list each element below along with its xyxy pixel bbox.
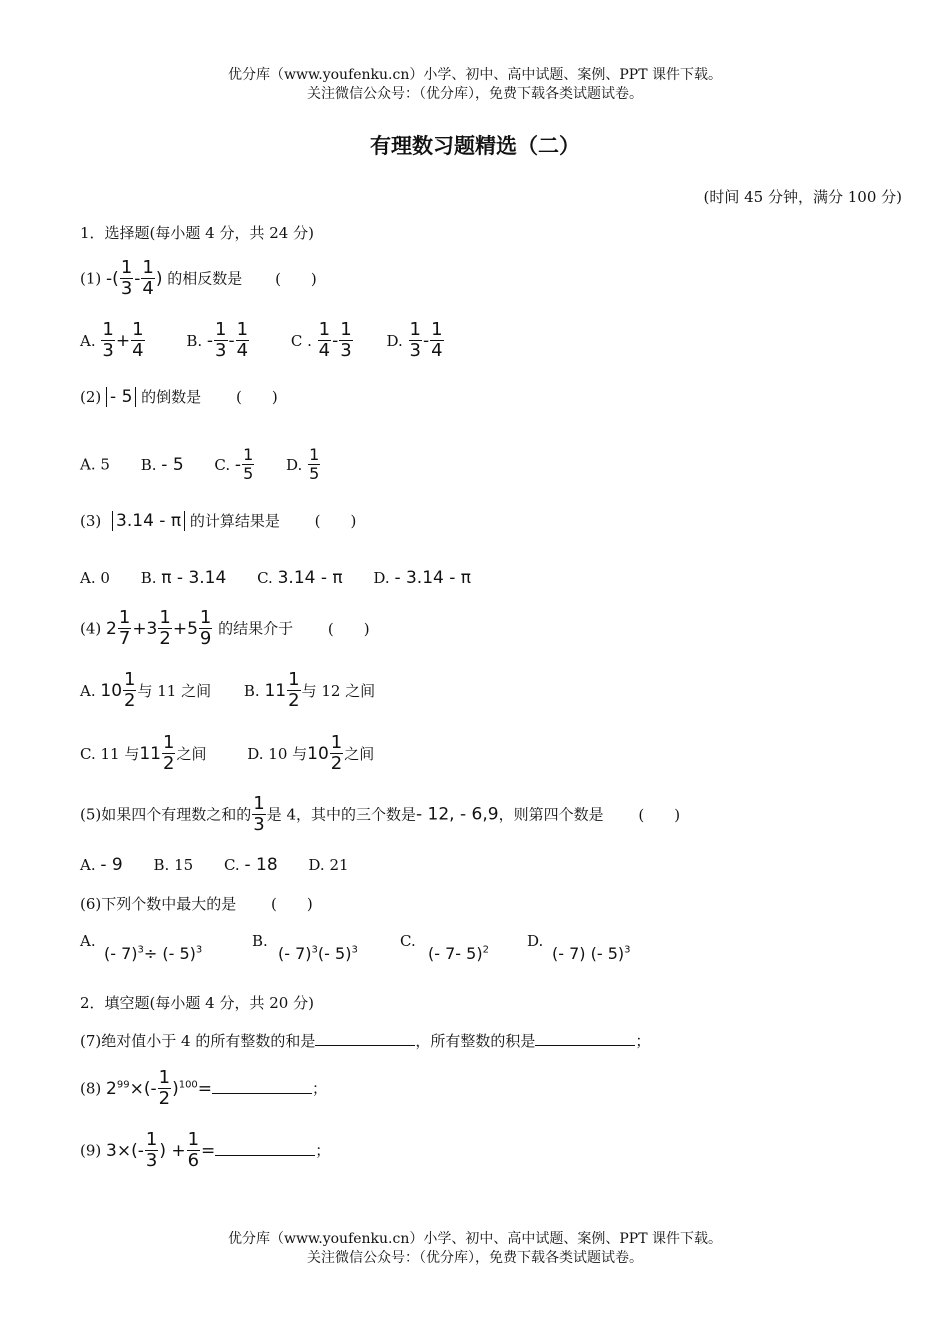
q3-options (80, 568, 471, 588)
q8-expression: $2^{99}\times(-$ $\frac{1}{2}$ )$^{100}$= (106, 1067, 213, 1109)
question-3: (3) 3.14 - π 的计算结果是 ( ) (80, 511, 357, 531)
q1-option-b: B. - $\frac{1}{3}$ - $\frac{1}{4}$ (186, 319, 249, 361)
q6-option-a-label: A. (80, 932, 96, 950)
q6-option-c: (- 7- 5)$^2$ (428, 944, 489, 963)
q3-option-a: A. 0 (80, 569, 110, 587)
q2-option-b: B. - 5 (140, 454, 184, 475)
q8-blank[interactable] (212, 1079, 312, 1094)
q4-option-d: D. 10 与10 $\frac{1}{2}$ 之间 (247, 732, 375, 774)
q3-abs-value: 3.14 - π (112, 511, 185, 531)
section-2-heading: 2．填空题(每小题 4 分，共 20 分) (80, 994, 314, 1012)
q5-option-d: D. 21 (308, 856, 349, 874)
question-4: (4) 2 $\frac{1}{7}$ +3 $\frac{1}{2}$ +5 $\frac{1}{9}$ 的结果介于 ( ) (80, 607, 370, 649)
q1-option-a: A. $\frac{1}{3}$ + $\frac{1}{4}$ (80, 319, 144, 361)
q4-expression: 2 $\frac{1}{7}$ +3 $\frac{1}{2}$ +5 $\frac{1}{9}$ (106, 607, 212, 649)
footer-line-2: 关注微信公众号：（优分库），免费下载各类试题试卷。 (307, 1250, 643, 1266)
q4-option-b: B. 11 $\frac{1}{2}$ 与 12 之间 (243, 669, 376, 711)
section-1-heading: 1．选择题(每小题 4 分，共 24 分) (80, 224, 314, 242)
question-2: (2) - 5 的倒数是 ( ) (80, 387, 278, 407)
header-line-2: 关注微信公众号：（优分库），免费下载各类试题试卷。 (307, 86, 643, 102)
question-7: (7)绝对值小于 4 的所有整数的和是 ，所有整数的积是 ； (80, 1032, 651, 1050)
q6-option-b: (- 7)$^3$(- 5)$^3$ (278, 944, 358, 963)
q4-option-a: A. 10 $\frac{1}{2}$ 与 11 之间 (80, 669, 212, 711)
q6-option-d-label: D. (527, 932, 544, 950)
q3-option-b: B. π - 3.14 (140, 568, 227, 588)
q6-option-c-label: C. (400, 932, 416, 950)
q5-option-c: C. - 18 (223, 855, 278, 875)
q1-suffix: 的相反数是 (167, 269, 243, 288)
q2-options (80, 446, 321, 483)
q1-expression: -( $\frac{1}{3}$ - $\frac{1}{4}$ ) (106, 257, 163, 299)
time-note: (时间 45 分钟，满分 100 分) (703, 188, 902, 206)
q7-blank-product[interactable] (535, 1031, 635, 1046)
q9-expression: 3×(- $\frac{1}{3}$ ) + $\frac{1}{6}$ = (106, 1129, 216, 1171)
q4-options-ab (80, 670, 375, 711)
q5-options (80, 855, 349, 875)
q6-option-b-label: B. (252, 932, 268, 950)
q2-option-c: C. - $\frac{1}{5}$ (214, 445, 254, 483)
footer-line-1: 优分库（www.youfenku.cn）小学、初中、高中试题、案例、PPT 课件下载。 (227, 1231, 722, 1247)
page-title: 有理数习题精选（二） (370, 133, 580, 158)
q4-options-cd (80, 733, 374, 774)
q4-option-c: C. 11 与11 $\frac{1}{2}$ 之间 (80, 732, 207, 774)
q1-option-c: C . $\frac{1}{4}$ - $\frac{1}{3}$ (290, 319, 352, 361)
q1-option-d: D. $\frac{1}{3}$ - $\frac{1}{4}$ (386, 319, 443, 361)
q2-option-a: A. 5 (80, 455, 110, 474)
question-9: (9) 3×(- $\frac{1}{3}$ ) + $\frac{1}{6}$ = ； (80, 1129, 331, 1171)
question-1 (80, 258, 317, 299)
q1-options (80, 320, 445, 361)
q6-option-a: (- 7)$^3$÷ (- 5)$^3$ (104, 944, 203, 963)
question-8: (8) $2^{99}\times(-$ $\frac{1}{2}$ )$^{100}$= ； (80, 1067, 328, 1109)
q2-abs-value: - 5 (106, 387, 136, 407)
q3-option-d: D. - 3.14 - π (373, 568, 472, 588)
q6-option-d: (- 7) (- 5)$^3$ (552, 944, 631, 963)
question-5: (5)如果四个有理数之和的 $\frac{1}{3}$ 是 4，其中的三个数是- 12, - 6,9，则第四个数是 ( ) (80, 793, 681, 835)
q7-blank-sum[interactable] (315, 1031, 415, 1046)
header-line-1: 优分库（www.youfenku.cn）小学、初中、高中试题、案例、PPT 课件下载。 (227, 67, 722, 83)
q1-prefix: (1) (80, 269, 102, 288)
q3-option-c: C. 3.14 - π (257, 568, 343, 588)
q1-answer-paren: ( ) (275, 269, 317, 288)
q5-option-b: B. 15 (153, 856, 194, 874)
q2-option-d: D. $\frac{1}{5}$ (286, 445, 320, 483)
q5-option-a: A. - 9 (80, 855, 123, 875)
q9-blank[interactable] (215, 1141, 315, 1156)
question-6: (6)下列个数中最大的是 ( ) (80, 895, 313, 913)
